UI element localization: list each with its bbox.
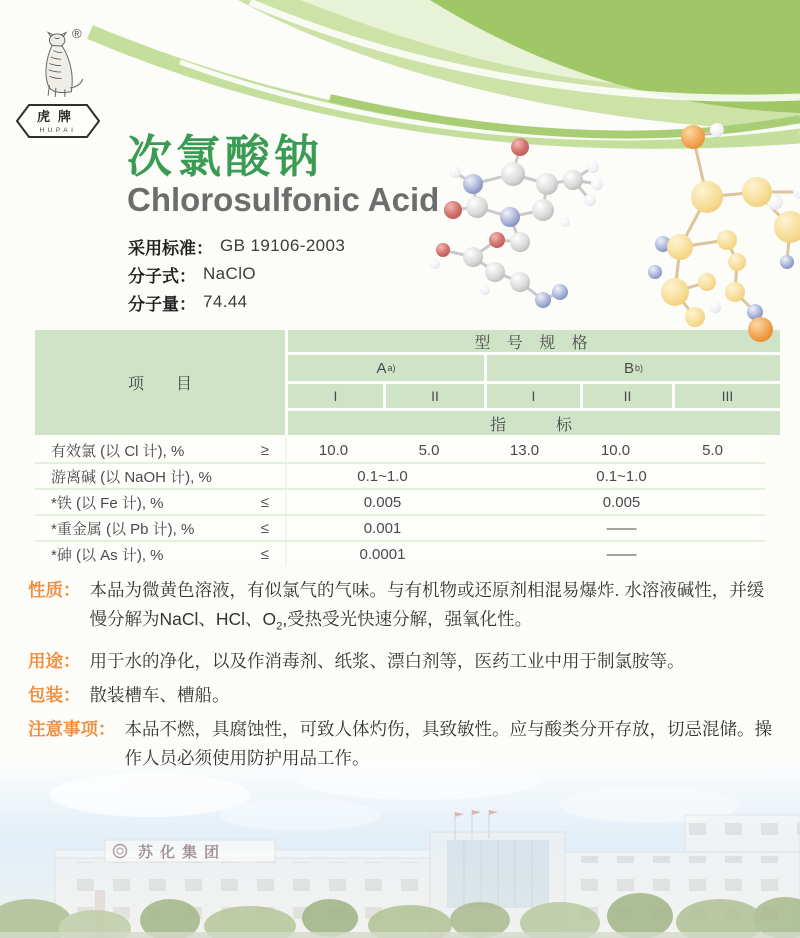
- section-label: 包装：: [28, 684, 81, 705]
- header-subcol: I: [288, 384, 383, 408]
- row-item-cell: 游离碱 (以 NaOH 计), %: [51, 468, 212, 486]
- row-value-cell: 5.0: [418, 441, 440, 459]
- row-value-cell: 0.005: [285, 490, 478, 514]
- orange-atom-icon: [748, 317, 773, 342]
- description-sections: [28, 576, 780, 778]
- section-text: 本品为微黄色溶液，有似氯气的气味。与有机物或还原剂相混易爆炸. 水溶液碱性，并缓慢分解为NaCl、HCl、$O_2$,受热受光快速分解，强氧化性。: [89, 580, 765, 633]
- header-group-b-cell: B b): [487, 355, 780, 381]
- spec-label: 采用标准：: [128, 238, 213, 258]
- spec-value: GB 19106-2003: [220, 236, 346, 255]
- section-text: 本品不燃，具腐蚀性，可致人体灼伤，具致敏性。应与酸类分开存放，切忌混储。操作人员必须使用防护用品工作。: [124, 718, 772, 768]
- row-value-cell: 0.0001: [285, 542, 478, 566]
- registered-mark: ®: [72, 26, 82, 41]
- table-row: [35, 514, 765, 540]
- header-item-cell: 项 目: [35, 330, 285, 435]
- table-body: [35, 438, 765, 566]
- factory-sign-text: 苏化集团: [138, 844, 227, 861]
- row-item-cell: *重金属 (以 Pb 计), % ≤: [51, 519, 269, 538]
- factory-photo: [0, 760, 800, 938]
- row-value-cell: 0.001: [285, 516, 478, 540]
- table-row: [35, 540, 765, 566]
- row-value-cell: ——: [606, 545, 637, 563]
- tiger-logo-icon: [28, 30, 94, 104]
- section-caution: [28, 715, 780, 773]
- spec-standard: [128, 232, 345, 260]
- row-value-cell: 5.0: [702, 441, 723, 459]
- spec-molweight: [128, 288, 345, 316]
- header-spec-cell: 型 号 规 格: [288, 330, 780, 352]
- section-packing: [28, 681, 780, 710]
- row-item-cell: *砷 (以 As 计), % ≤: [51, 545, 269, 564]
- row-value-cell: 10.0: [285, 438, 380, 462]
- brand-name-cn: 虎牌: [36, 109, 80, 124]
- section-label: 注意事项：: [28, 718, 116, 739]
- spec-label: 分子量：: [128, 294, 196, 314]
- row-value-cell: 0.005: [602, 493, 641, 511]
- brand-logo: [16, 26, 112, 138]
- header-subcol: II: [386, 384, 484, 408]
- row-value-cell: 13.0: [509, 441, 540, 459]
- molecule-left-atoms: [430, 138, 603, 308]
- title-block: [127, 131, 440, 218]
- table-row: [35, 462, 765, 488]
- section-usage: [28, 647, 780, 676]
- spec-value: 74.44: [203, 292, 248, 311]
- row-value-cell: 0.1~1.0: [285, 464, 478, 488]
- row-value-cell: 10.0: [600, 441, 631, 459]
- row-value-cell: 0.1~1.0: [596, 467, 647, 485]
- header-index-cell: 指 标: [288, 411, 780, 435]
- section-label: 性质：: [28, 580, 81, 600]
- spec-value: NaClO: [203, 264, 257, 283]
- header-subcol: III: [675, 384, 780, 408]
- factory-sign: [105, 840, 275, 862]
- molecule-right-atoms: [648, 123, 800, 327]
- molecule-graphic: [425, 122, 800, 334]
- header-group-a-cell: A a): [288, 355, 484, 381]
- section-text: 散装槽车、槽船。: [89, 684, 230, 705]
- section-label: 用途：: [28, 650, 81, 671]
- table-header: [35, 330, 765, 435]
- spec-formula: [128, 260, 345, 288]
- section-text: 用于水的净化，以及作消毒剂、纸浆、漂白剂等，医药工业中用于制氯胺等。: [89, 650, 685, 671]
- section-properties: [28, 576, 780, 642]
- brand-hexagon: [16, 104, 100, 138]
- brand-name-en: HUPAI: [39, 127, 77, 134]
- product-title-cn: 次氯酸钠: [127, 131, 324, 182]
- row-item-cell: 有效氯 (以 Cl 计), % ≥: [51, 441, 269, 460]
- spec-table: [35, 330, 765, 566]
- spec-list: [128, 232, 345, 316]
- spec-label: 分子式：: [128, 266, 196, 286]
- row-item-cell: *铁 (以 Fe 计), % ≤: [51, 493, 269, 512]
- product-title-en: Chlorosulfonic Acid: [127, 181, 440, 218]
- header-subcol: II: [583, 384, 672, 408]
- table-row: [35, 438, 765, 462]
- header-subcol: I: [487, 384, 580, 408]
- table-row: [35, 488, 765, 514]
- row-value-cell: ——: [606, 519, 637, 537]
